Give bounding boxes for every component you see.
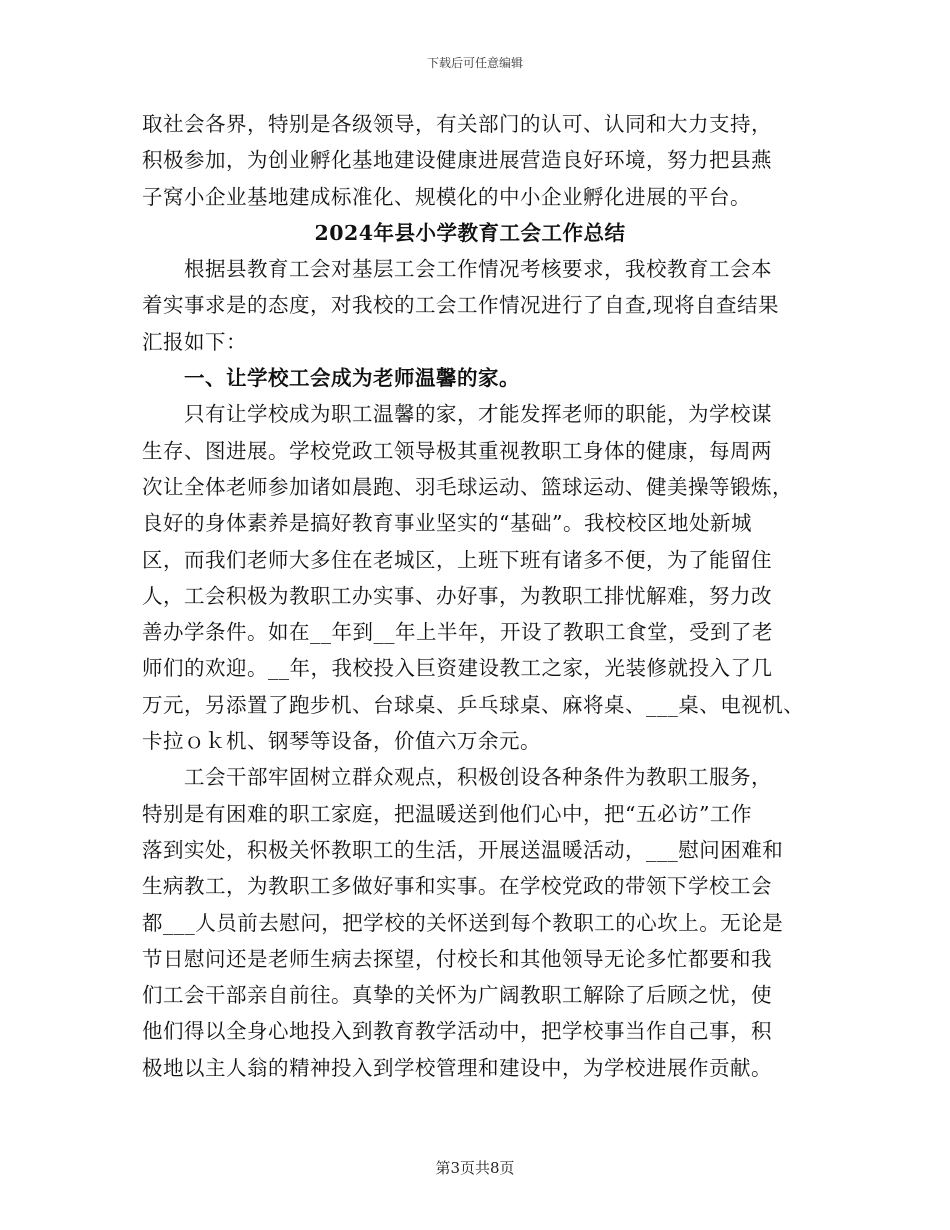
text-line: 都___人员前去慰问，把学校的关怀送到每个教职工的心坎上。无论是	[142, 910, 784, 935]
text-line: 落到实处，积极关怀教职工的生活，开展送温暖活动，___慰问困难和	[142, 837, 784, 862]
page-header-note: 下载后可任意编辑	[426, 56, 523, 70]
text-line: 次让全体老师参加诸如晨跑、羽毛球运动、篮球运动、健美操等锻炼，	[142, 474, 793, 499]
section-heading: 一、让学校工会成为老师温馨的家。	[184, 366, 520, 391]
text-line: 特别是有困难的职工家庭，把温暖送到他们心中，把“五必访”工作	[142, 801, 752, 826]
text-line: 只有让学校成为职工温馨的家，才能发挥老师的职能，为学校谋	[184, 402, 772, 427]
text-line: 善办学条件。如在__年到__年上半年，开设了教职工食堂，受到了老	[142, 620, 773, 645]
document-title: 2024年县小学教育工会工作总结	[314, 220, 626, 245]
text-line: 他们得以全身心地投入到教育教学活动中，把学校事当作自己事，积	[142, 1019, 772, 1044]
text-line: 着实事求是的态度，对我校的工会工作情况进行了自查,现将自查结果	[142, 293, 780, 318]
text-line: 们工会干部亲自前往。真挚的关怀为广阔教职工解除了后顾之忧，使	[142, 983, 772, 1008]
text-line: 区，而我们老师大多住在老城区，上班下班有诸多不便，为了能留住	[142, 547, 772, 572]
text-line: 取社会各界，特别是各级领导，有关部门的认可、认同和大力支持，	[142, 112, 772, 136]
text-line: 节日慰问还是老师生病去探望，付校长和其他领导无论多忙都要和我	[142, 946, 772, 971]
text-line: 汇报如下：	[142, 329, 247, 354]
text-line: 极地以主人翁的精神投入到学校管理和建设中，为学校进展作贡献。	[142, 1055, 772, 1080]
text-line: 良好的身体素养是搞好教育事业坚实的“基础”。我校校区地处新城	[142, 511, 752, 536]
text-line: 师们的欢迎。__年，我校投入巨资建设教工之家，光装修就投入了几	[142, 656, 773, 681]
text-line: 生存、图进展。学校党政工领导极其重视教职工身体的健康，每周两	[142, 438, 772, 463]
text-line: 人，工会积极为教职工办实事、办好事，为教职工排忧解难，努力改	[142, 583, 772, 608]
text-line: 生病教工，为教职工多做好事和实事。在学校党政的带领下学校工会	[142, 874, 772, 899]
text-line: 根据县教育工会对基层工会工作情况考核要求，我校教育工会本	[184, 257, 772, 282]
text-line: 卡拉ｏｋ机、钢琴等设备，价值六万余元。	[142, 729, 541, 754]
text-line: 子窝小企业基地建成标准化、规模化的中小企业孵化进展的平台。	[142, 184, 751, 209]
page-number-footer: 第3页共8页	[435, 1159, 515, 1177]
document-body	[142, 106, 822, 1086]
text-line: 积极参加，为创业孵化基地建设健康进展营造良好环境，努力把县燕	[142, 148, 772, 173]
text-line: 工会干部牢固树立群众观点，积极创设各种条件为教职工服务，	[184, 765, 772, 790]
text-line: 万元，另添置了跑步机、台球桌、乒乓球桌、麻将桌、___桌、电视机、	[142, 692, 805, 717]
